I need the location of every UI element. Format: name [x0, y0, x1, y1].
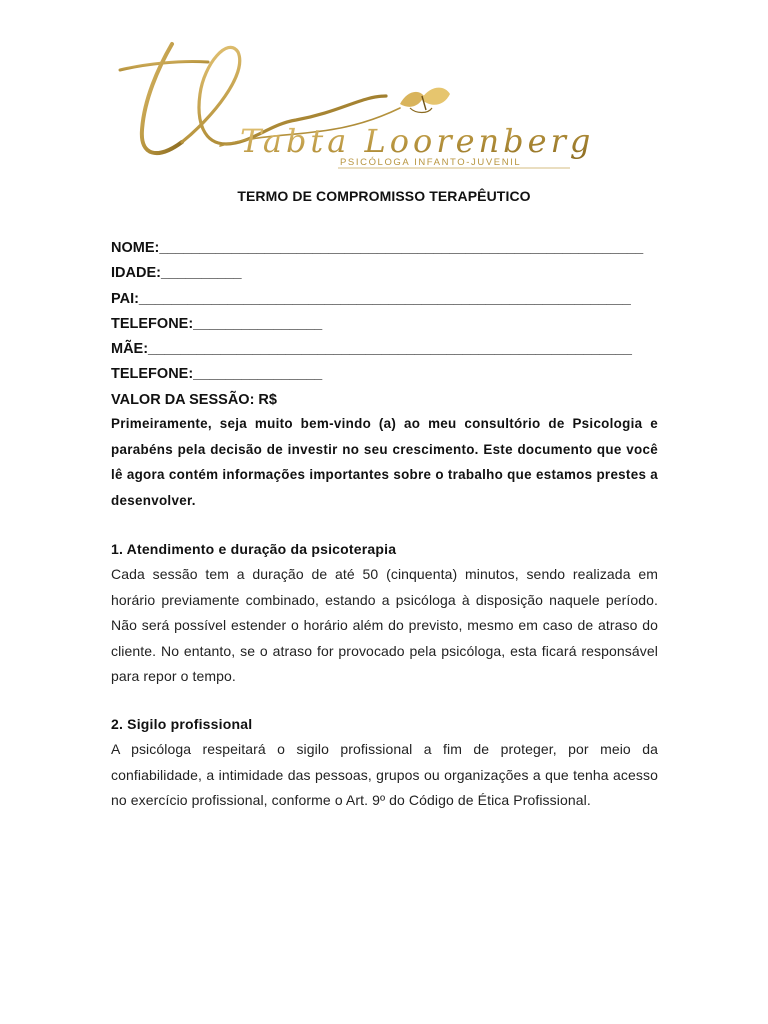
field-mae: MÃE:____________________________________________________________: [111, 341, 632, 358]
logo-graphic: [100, 38, 680, 178]
section-body-atendimento: Cada sessão tem a duração de até 50 (cinquenta) minutos, sendo realizada em horário previamente combinado, estando a psicóloga à disposição naquele período. Não será possível estender o horário além do previsto, mesmo em caso de atraso do cliente. No entanto, se o atraso for provocado pela psicóloga, esta ficará responsável para repor o tempo.: [111, 566, 658, 684]
document-title: TERMO DE COMPROMISSO TERAPÊUTICO: [237, 188, 531, 204]
logo-name: Tabta Loorenberg: [240, 122, 595, 160]
field-valor-sessao: VALOR DA SESSÃO: R$: [111, 391, 277, 408]
field-telefone-mae: TELEFONE:________________: [111, 366, 323, 383]
field-pai: PAI:_____________________________________________________________: [111, 290, 631, 307]
butterfly-icon: [400, 88, 450, 113]
section-title-sigilo: 2. Sigilo profissional: [111, 716, 253, 732]
logo-subtitle: PSICÓLOGA INFANTO-JUVENIL: [340, 157, 522, 168]
field-telefone-pai: TELEFONE:________________: [111, 315, 323, 332]
intro-paragraph: Primeiramente, seja muito bem-vindo (a) ao meu consultório de Psicologia e parabéns pela decisão de investir no seu crescimento. Este documento que você lê agora contém informações importantes sobre o trabalho que estamos prestes a desenvolver.: [111, 416, 658, 508]
form-fields: [111, 238, 671, 415]
section-body-sigilo: A psicóloga respeitará o sigilo profissional a fim de proteger, por meio da confiabilidade, a intimidade das pessoas, grupos ou organizações a que tenha acesso no exercício profissional, conforme o Art. 9º do Código de Ética Profissional.: [111, 741, 658, 808]
logo: [100, 38, 680, 178]
field-nome: NOME:____________________________________________________________: [111, 240, 644, 256]
field-idade: IDADE:__________: [111, 265, 242, 282]
section-title-atendimento: 1. Atendimento e duração da psicoterapia: [111, 541, 397, 557]
